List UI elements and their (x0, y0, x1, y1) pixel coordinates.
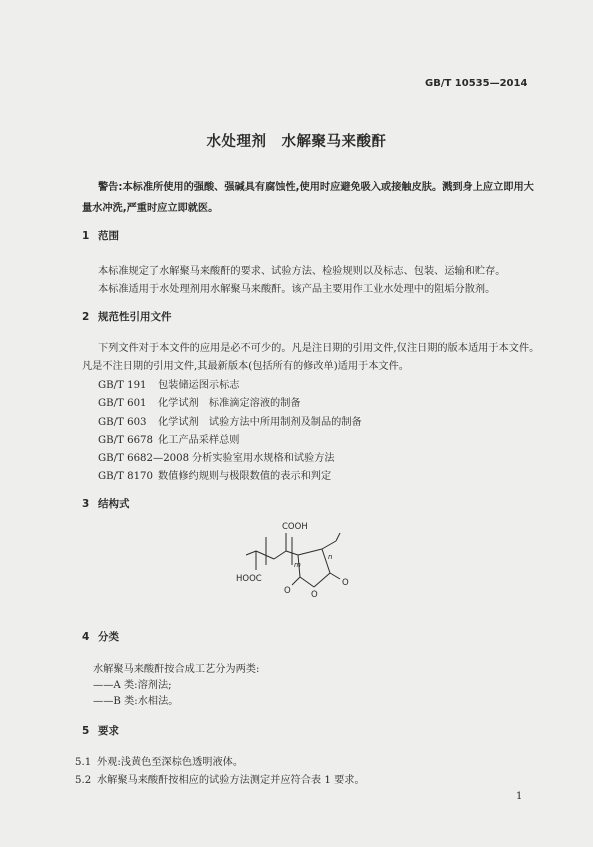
warning-text: 警告:本标准所使用的强酸、强碱具有腐蚀性,使用时应避免吸入或接触皮肤。溅到身上应立即用大量水冲洗,严重时应立即就医。 (82, 182, 534, 214)
reference-code: GB/T 6678 (98, 435, 154, 446)
reference-code: GB/T 603 (98, 417, 147, 428)
section-title: 结构式 (98, 498, 130, 510)
section-3-heading (82, 496, 130, 511)
reference-item (98, 376, 240, 391)
section-5-heading (82, 723, 119, 738)
reference-item (98, 394, 301, 409)
reference-item (98, 449, 335, 464)
clause (75, 771, 365, 786)
standard-number: GB/T 10535—2014 (425, 78, 528, 89)
formula-sub-m: m (294, 561, 301, 569)
paragraph: 下列文件对于本文件的应用是必不可少的。凡是注日期的引用文件,仅注日期的版本适用于本文件。 (98, 343, 540, 354)
reference-title: 分析实验室用水规格和试验方法 (192, 453, 335, 464)
section-title: 分类 (98, 631, 119, 643)
section-number: 1 (82, 230, 90, 242)
reference-title: 包装储运图示标志 (158, 380, 240, 391)
structural-formula (226, 515, 366, 605)
reference-code: GB/T 191 (98, 380, 147, 391)
paragraph: 凡是不注日期的引用文件,其最新版本(包括所有的修改单)适用于本文件。 (82, 361, 409, 372)
clause-number: 5.2 (75, 775, 92, 786)
page-number: 1 (516, 791, 523, 802)
reference-code: GB/T 6682—2008 (98, 453, 190, 464)
section-1-heading (82, 228, 119, 243)
clause-number: 5.1 (75, 757, 92, 768)
paragraph: 水解聚马来酸酐按合成工艺分为两类: (93, 664, 260, 675)
list-item: ——B 类:水相法。 (93, 696, 179, 707)
clause (75, 753, 243, 768)
section-title: 要求 (98, 725, 119, 737)
formula-sub-n: n (328, 553, 333, 561)
reference-title: 化学试剂 标准滴定溶液的制备 (158, 398, 301, 409)
formula-bottom-group: HOOC (236, 574, 262, 584)
reference-item (98, 431, 240, 446)
document-title: 水处理剂 水解聚马来酸酐 (206, 134, 387, 150)
reference-item (98, 413, 362, 428)
section-number: 5 (82, 725, 90, 737)
section-number: 3 (82, 498, 90, 510)
section-number: 2 (82, 311, 90, 323)
section-number: 4 (82, 631, 90, 643)
reference-code: GB/T 601 (98, 398, 147, 409)
section-2-heading (82, 309, 172, 324)
formula-ring-o: O (311, 590, 318, 600)
clause-text: 外观:浅黄色至深棕色透明液体。 (97, 757, 244, 768)
reference-item (98, 467, 331, 482)
section-4-heading (82, 629, 119, 644)
section-title: 规范性引用文件 (98, 311, 172, 323)
paragraph: 本标准规定了水解聚马来酸酐的要求、试验方法、检验规则以及标志、包装、运输和贮存。 (98, 266, 506, 277)
reference-title: 数值修约规则与极限数值的表示和判定 (158, 471, 332, 482)
section-title: 范围 (98, 230, 119, 242)
paragraph: 本标准适用于水处理剂用水解聚马来酸酐。该产品主要用作工业水处理中的阻垢分散剂。 (98, 284, 496, 295)
formula-top-group: COOH (282, 522, 308, 532)
formula-ring-o: O (284, 586, 291, 596)
list-item: ——A 类:溶剂法; (93, 680, 172, 691)
formula-ring-o: O (342, 578, 349, 588)
reference-code: GB/T 8170 (98, 471, 154, 482)
reference-title: 化工产品采样总则 (158, 435, 240, 446)
reference-title: 化学试剂 试验方法中所用制剂及制品的制备 (158, 417, 362, 428)
clause-text: 水解聚马来酸酐按相应的试验方法测定并应符合表 1 要求。 (97, 775, 365, 786)
